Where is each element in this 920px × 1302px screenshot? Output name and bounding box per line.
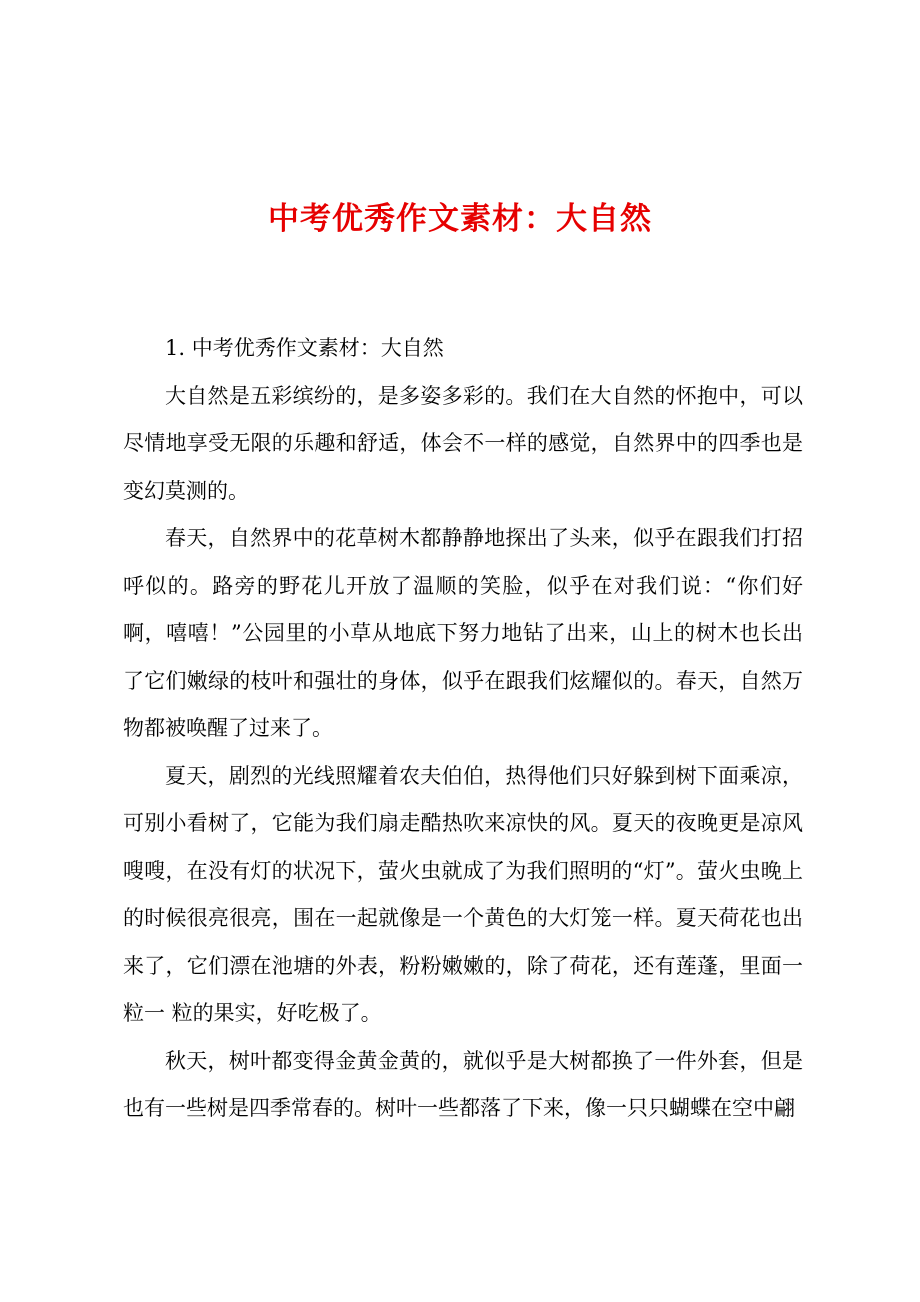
document-title: 中考优秀作文素材：大自然 <box>268 201 652 237</box>
paragraph-spring: 春天，自然界中的花草树木都静静地探出了头来，似乎在跟我们打招呼似的。路旁的野花儿开放了温顺的笑脸，似乎在对我们说：“你们好啊，嘻嘻！”公园里的小草从地底下努力地钻了出来，山上的树木也长出了它们嫩绿的枝叶和强壮的身体，似乎在跟我们炫耀似的。春天，自然万物都被唤醒了过来了。 <box>123 526 803 740</box>
document-body <box>123 325 803 1133</box>
paragraph-summer: 夏天，剧烈的光线照耀着农夫伯伯，热得他们只好躲到树下面乘凉，可别小看树了，它能为我们扇走酷热吹来凉快的风。夏天的夜晚更是凉风嗖嗖，在没有灯的状况下，萤火虫就成了为我们照明的“灯”。萤火虫晚上的时候很亮很亮，围在一起就像是一个黄色的大灯笼一样。夏天荷花也出来了，它们漂在池塘的外表，粉粉嫩嫩的，除了荷花，还有莲蓬，里面一粒一 粒的果实，好吃极了。 <box>123 763 803 1025</box>
paragraph-autumn: 秋天，树叶都变得金黄金黄的，就似乎是大树都换了一件外套，但是也有一些树是四季常春的。树叶一些都落了下来，像一只只蝴蝶在空中翩 <box>123 1048 803 1120</box>
paragraph-intro: 大自然是五彩缤纷的，是多姿多彩的。我们在大自然的怀抱中，可以尽情地享受无限的乐趣和舒适，体会不一样的感觉，自然界中的四季也是变幻莫测的。 <box>123 383 803 503</box>
section-heading: 1. 中考优秀作文素材：大自然 <box>165 336 444 360</box>
